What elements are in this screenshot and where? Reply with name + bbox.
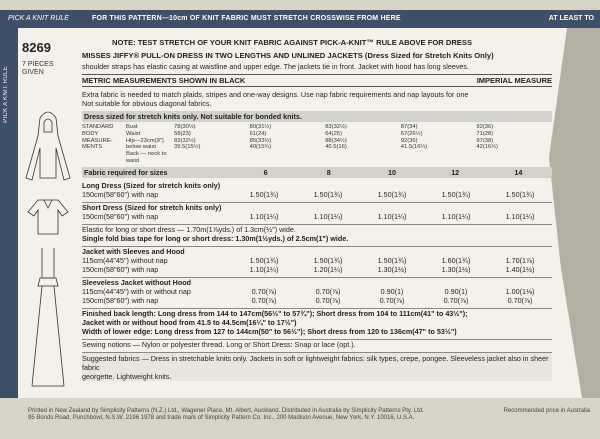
garment-illustrations (20, 108, 76, 400)
suggested-fabrics-line: georgette. Lightweight knits. (82, 371, 172, 381)
size-label: 14 (514, 167, 523, 177)
printer-credit (28, 408, 424, 422)
pattern-title: MISSES JIFFY® PULL-ON DRESS IN TWO LENGTHS AND UNLINED JACKETS (Dress Sized for Stretch Knits Only) (82, 51, 494, 60)
pattern-details (82, 38, 552, 381)
pattern-id-column (22, 40, 72, 77)
yardage: 0.70(⅞) (251, 286, 277, 296)
fabric-notes (82, 90, 552, 108)
metric-label: METRIC MEASUREMENTS SHOWN IN BLACK (82, 76, 246, 85)
printer-line: Printed in New Zealand by Simplicity Patterns (N.Z.) Ltd., Wagener Place, Mt. Albert, Auckland. Distributed in Australia by Simplicity Patterns Pty. Ltd. (28, 408, 424, 414)
pieces-count: 7 PIECES (22, 61, 54, 68)
left-rule-label: PICK A KNIT RULE (3, 66, 9, 123)
measure-row-label: Waist (126, 130, 141, 137)
imperial-label: IMPERIAL MEASURE (476, 76, 552, 85)
diagonal-note: Not suitable for obvious diagonal fabrics. (82, 99, 212, 108)
measure-value: 67(26½) (400, 130, 423, 137)
measurement-values (174, 124, 552, 165)
sleeveless-row (82, 287, 552, 296)
yardage: 1.50(1¾) (505, 189, 535, 199)
sleeveless-row (82, 296, 552, 305)
left-rule-strip (0, 28, 18, 398)
yardage: 1.30(1½) (377, 264, 407, 274)
yardage: 0.70(⅞) (315, 286, 341, 296)
yardage: 0.90(1) (444, 286, 468, 296)
yardage: 0.90(1) (380, 286, 404, 296)
yardage: 1.20(1¼) (313, 264, 343, 274)
measure-value: 80(31½) (249, 124, 272, 130)
fabric-width: 150cm(58"60") with nap (82, 264, 159, 274)
measure-value: 78(30½) (174, 124, 196, 130)
pieces-given (22, 61, 72, 77)
yardage: 1.10(1¼) (441, 211, 471, 221)
pattern-description: shoulder straps has elastic casing at waistline and upper edge. The jackets tie in front. Jacket with hood has long sleeves. (82, 62, 470, 71)
body-measurements-table (82, 124, 552, 165)
measure-value: 58(23) (174, 130, 191, 137)
yardage: 1.10(1¼) (505, 211, 535, 221)
measure-value: 42(16½) (476, 144, 498, 151)
short-dress-row (82, 212, 552, 221)
yardage: 1.10(1¼) (377, 211, 407, 221)
sizes-header-row (82, 167, 552, 178)
yardage: 1.50(1¾) (377, 189, 407, 199)
suggested-fabrics (82, 352, 552, 381)
measure-value: 85(33½) (249, 137, 272, 144)
yardage: 1.50(1¾) (441, 189, 471, 199)
finished-lengths (82, 308, 552, 336)
yardage: 1.10(1¼) (249, 211, 279, 221)
jacket-hood-row (82, 256, 552, 265)
fabric-width: 150cm(58"60") with nap (82, 295, 159, 305)
printer-line: 95 Bonds Road, Punchbowl, N.S.W. 2196 1978 and trade mark of Simplicity Pattern Co. Inc., 200 Madison Avenue, New York, N.Y. 10016, U.S.A. (28, 415, 415, 421)
top-stretch-rule-bar (0, 10, 600, 28)
yardage: 1.50(1¾) (249, 189, 279, 199)
sewing-notions: Sewing notions — Nylon or polyester thread. Long or Short Dress: Snap or lace (opt.). (82, 339, 552, 349)
measure-value: 88(34½) (325, 137, 347, 144)
fabric-width: 115cm(44"45") without nap (82, 255, 168, 265)
dress-sized-note: Dress sized for stretch knits only. Not suitable for bonded knits. (82, 111, 552, 122)
measure-row-label: Hip—23cm(9") below waist (126, 137, 164, 151)
measure-value: 61(24) (249, 130, 267, 137)
yardage: 1.30(1½) (441, 264, 471, 274)
yardage: 1.10(1¼) (313, 211, 343, 221)
hooded-jacket-illustration (26, 112, 70, 180)
yardage: 1.40(1½) (505, 264, 535, 274)
measure-col-size-6 (174, 124, 250, 165)
yardage: 0.70(⅞) (315, 295, 341, 305)
finished-back-length: Finished back length: Long dress from 144 to 147cm(56½" to 57¾"); Short dress from 104 to 111cm(41" to 43½"); (82, 308, 468, 318)
size-label: 10 (387, 167, 396, 177)
measure-value: 40(15¾) (249, 144, 272, 151)
sleeveless-heading: Sleeveless Jacket without Hood (82, 277, 552, 287)
short-dress-heading: Short Dress (Sized for stretch knits only) (82, 202, 552, 212)
measure-row-label: Back — neck to waist (126, 151, 167, 164)
pieces-given-label: GIVEN (22, 69, 44, 76)
measure-value: 41.5(16¼) (400, 144, 428, 151)
price-note: Recommended price in Australia (503, 408, 590, 414)
measure-value: 92(36) (476, 124, 494, 130)
stretch-target-label: AT LEAST TO (548, 15, 594, 22)
body-measurements-label: STANDARD BODY MEASURE-MENTS (82, 124, 114, 151)
size-label: 8 (326, 167, 331, 177)
elastic-note: Elastic for long or short dress — 1.70m(1⅞yds.) of 1.3cm(½") wide. (82, 224, 552, 234)
measurement-units-header (82, 74, 552, 87)
fabric-width: 150cm(58"60") with nap (82, 189, 159, 199)
long-dress-illustration (32, 248, 64, 386)
measure-value: 64(25) (325, 130, 342, 137)
measure-col-size-12 (401, 124, 477, 165)
measure-value: 40.5(16) (325, 144, 347, 151)
yardage: 1.50(1¾) (377, 255, 407, 265)
long-dress-row (82, 190, 552, 199)
suggested-fabrics-line: Suggested fabrics — Dress in stretchable knits only. Jackets in soft or lightweight fabrics: silk types, crepe, pongee. Sleeveless jacket also in sheer fabric (82, 353, 549, 372)
measure-col-size-8 (250, 124, 326, 165)
stretch-test-note: NOTE: TEST STRETCH OF YOUR KNIT FABRIC AGAINST PICK-A-KNIT™ RULE ABOVE FOR DRESS (112, 38, 473, 47)
short-sleeve-jacket-illustration (28, 200, 68, 234)
stretch-notice: FOR THIS PATTERN—10cm OF KNIT FABRIC MUST STRETCH CROSSWISE FROM HERE (92, 15, 401, 22)
yardage: 1.60(1¾) (441, 255, 471, 265)
yardage: 1.50(1¾) (313, 189, 343, 199)
measure-col-size-10 (325, 124, 401, 165)
measure-row-label: Bust (126, 124, 138, 130)
extra-fabric-note: Extra fabric is needed to match plaids, stripes and one-way designs. Use nap fabric requirements and nap layouts for one (82, 90, 469, 99)
jacket-hood-heading: Jacket with Sleeves and Hood (82, 246, 552, 256)
jacket-length: Jacket with or without hood from 41.5 to 44.5cm(16¼" to 17½") (82, 317, 297, 327)
measure-value: 87(34) (400, 124, 418, 130)
measure-col-size-14 (476, 124, 552, 165)
yardage: 1.10(1¼) (249, 264, 279, 274)
yardage: 1.50(1¾) (313, 255, 343, 265)
yardage: 0.70(⅞) (443, 295, 469, 305)
jacket-hood-row (82, 265, 552, 274)
sizes-label: Fabric required for sizes (84, 167, 168, 177)
yardage: 1.70(1⅞) (505, 255, 535, 265)
measure-value: 97(38) (476, 137, 494, 144)
fabric-width: 115cm(44"45") with or without nap (82, 286, 191, 296)
pick-a-knit-rule-label: PICK A KNIT RULE (8, 15, 69, 22)
fabric-width: 150cm(58"60") with nap (82, 211, 159, 221)
yardage: 1.00(1⅛) (505, 286, 535, 296)
size-label: 6 (263, 167, 268, 177)
measure-value: 71(28) (476, 130, 494, 137)
long-dress-heading: Long Dress (Sized for stretch knits only) (82, 180, 221, 190)
measure-value: 83(32½) (174, 137, 196, 144)
yardage: 1.50(1¾) (249, 255, 279, 265)
measure-value: 92(36) (400, 137, 418, 144)
measurement-row-labels (126, 124, 174, 165)
size-label: 12 (451, 167, 460, 177)
yardage: 0.70(⅞) (379, 295, 405, 305)
yardage: 0.70(⅞) (251, 295, 277, 305)
yardage: 0.70(⅞) (507, 295, 533, 305)
bias-tape-note: Single fold bias tape for long or short dress: 1.30m(1½yds.) of 2.5cm(1") wide. (82, 233, 349, 243)
envelope-footer (18, 398, 600, 439)
measure-value: 83(32½) (325, 124, 347, 130)
pattern-number: 8269 (22, 40, 51, 55)
lower-edge-width: Width of lower edge: Long dress from 127 to 144cm(50" to 56½"); Short dress from 120 to 136cm(47" to 53½") (82, 326, 457, 336)
measure-value: 39.5(15½) (174, 144, 201, 151)
